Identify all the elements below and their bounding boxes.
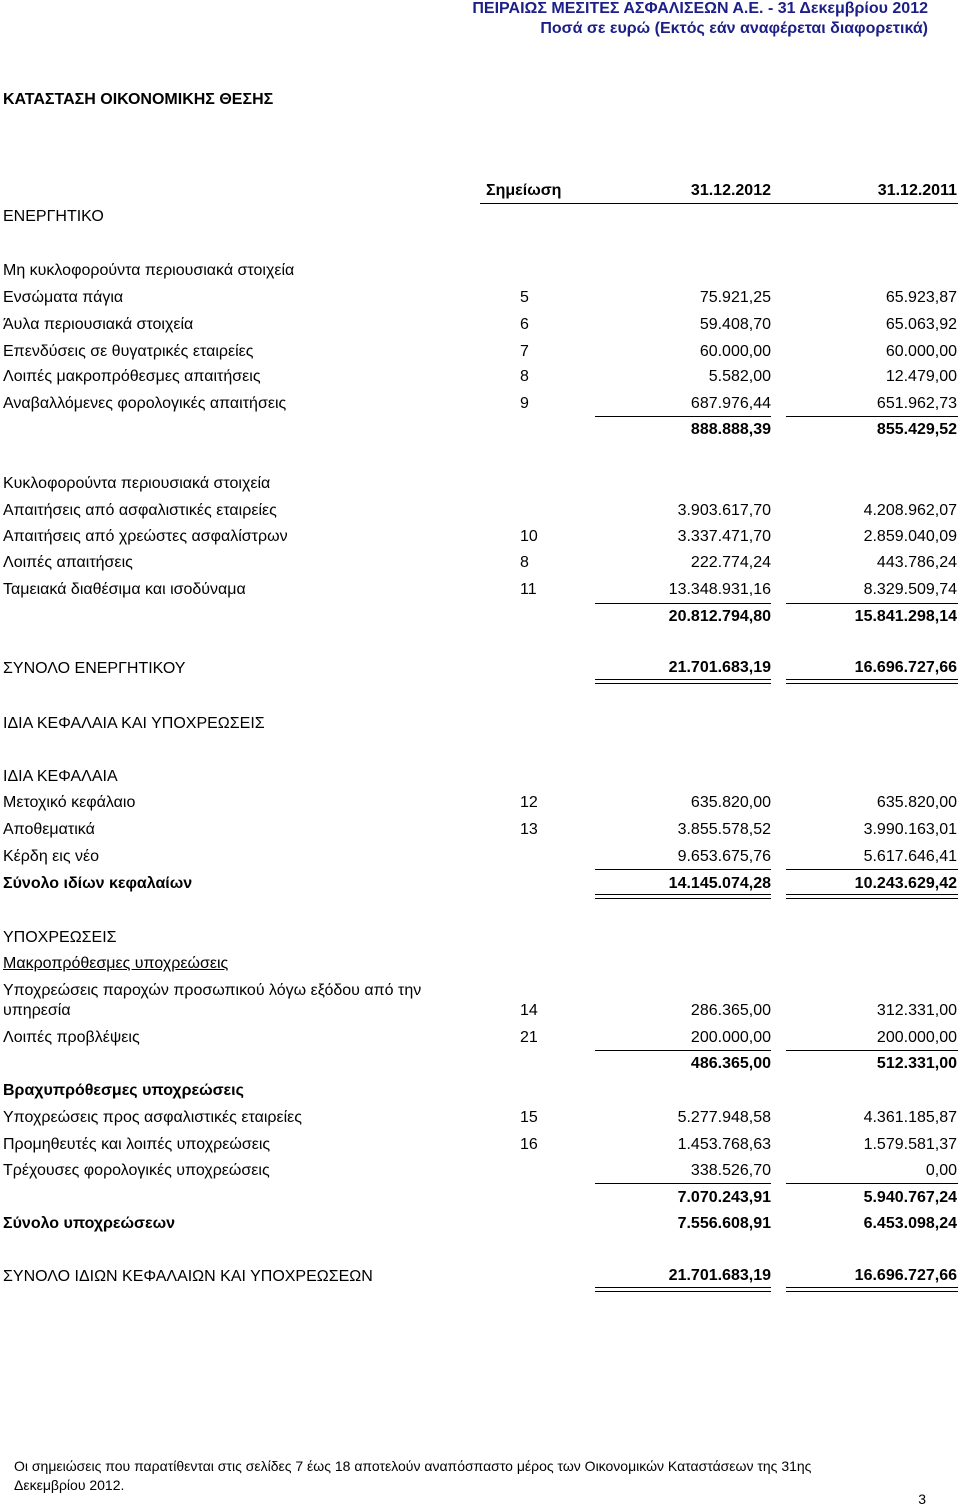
- row-value-2011: 635.820,00: [876, 794, 957, 811]
- total-double-rule: [595, 1287, 771, 1292]
- row-note: 9: [520, 395, 529, 412]
- row-label: Απαιτήσεις από ασφαλιστικές εταιρείες: [3, 502, 277, 519]
- row-value-2012: 5.582,00: [708, 368, 771, 385]
- row-value-2012: 3.855.578,52: [677, 821, 771, 838]
- total-assets-2012: 21.701.683,19: [668, 659, 771, 676]
- row-value-2011: 651.962,73: [876, 395, 957, 412]
- row-note: 11: [520, 581, 537, 598]
- row-value-2012: 9.653.675,76: [677, 848, 771, 865]
- row-note: 21: [520, 1029, 538, 1046]
- row-value-2011: 65.923,87: [885, 289, 957, 306]
- subtotal-rule: [595, 1050, 771, 1051]
- row-note: 14: [520, 1002, 538, 1019]
- row-label: Λοιπές μακροπρόθεσμες απαιτήσεις: [3, 368, 261, 385]
- row-value-2012: 3.903.617,70: [677, 502, 771, 519]
- current-subtotal-2012: 20.812.794,80: [668, 608, 771, 625]
- row-value-2011: 200.000,00: [876, 1029, 957, 1046]
- total-double-rule: [786, 1287, 958, 1292]
- noncurrent-subtotal-2011: 855.429,52: [876, 421, 957, 438]
- row-label: Επενδύσεις σε θυγατρικές εταιρείες: [3, 343, 254, 360]
- row-value-2011: 1.579.581,37: [863, 1136, 957, 1153]
- row-value-2012: 635.820,00: [690, 794, 771, 811]
- row-note: 10: [520, 528, 538, 545]
- subtotal-rule: [595, 603, 771, 604]
- row-value-2012: 75.921,25: [699, 289, 771, 306]
- row-value-2012: 3.337.471,70: [677, 528, 771, 545]
- row-value-2012: 59.408,70: [699, 316, 771, 333]
- noncurrent-assets-heading: Μη κυκλοφορούντα περιουσιακά στοιχεία: [3, 262, 295, 279]
- longterm-liabilities-heading: Μακροπρόθεσμες υποχρεώσεις: [3, 955, 229, 972]
- column-header-note: Σημείωση: [486, 182, 562, 199]
- row-value-2012: 286.365,00: [690, 1002, 771, 1019]
- subtotal-rule: [595, 1183, 771, 1184]
- row-note: 13: [520, 821, 538, 838]
- row-label-line2: υπηρεσία: [3, 1002, 71, 1019]
- row-value-2012: 1.453.768,63: [677, 1136, 771, 1153]
- row-note: 8: [520, 554, 529, 571]
- row-value-2011: 0,00: [925, 1162, 957, 1179]
- total-double-rule: [786, 679, 958, 684]
- row-label: Τρέχουσες φορολογικές υποχρεώσεις: [3, 1162, 270, 1179]
- row-value-2011: 443.786,24: [876, 554, 957, 571]
- footer-note-line1: Οι σημειώσεις που παρατίθενται στις σελίδες 7 έως 18 αποτελούν αναπόσπαστο μέρος των Οικονομικών Καταστάσεων της 31ης: [14, 1458, 812, 1474]
- assets-heading: ΕΝΕΡΓΗΤΙΚΟ: [3, 208, 104, 225]
- row-note: 8: [520, 368, 529, 385]
- liabilities-total-label: Σύνολο υποχρεώσεων: [3, 1215, 175, 1232]
- subtotal-rule: [595, 869, 771, 870]
- total-assets-label: ΣΥΝΟΛΟ ΕΝΕΡΓΗΤΙΚΟΥ: [3, 660, 186, 677]
- row-label: Απαιτήσεις από χρεώστες ασφαλίστρων: [3, 528, 288, 545]
- longterm-subtotal-2012: 486.365,00: [690, 1055, 771, 1072]
- row-value-2011: 4.208.962,07: [863, 502, 957, 519]
- row-note: 6: [520, 316, 529, 333]
- row-label: Αναβαλλόμενες φορολογικές απαιτήσεις: [3, 395, 287, 412]
- column-header-2011: 31.12.2011: [877, 182, 957, 199]
- equity-total-2012: 14.145.074,28: [668, 875, 771, 892]
- noncurrent-subtotal-2012: 888.888,39: [690, 421, 771, 438]
- row-value-2011: 65.063,92: [885, 316, 957, 333]
- row-value-2011: 2.859.040,09: [863, 528, 957, 545]
- total-double-rule: [786, 894, 958, 899]
- subtotal-rule: [786, 603, 958, 604]
- report-header-amounts-note: Ποσά σε ευρώ (Εκτός εάν αναφέρεται διαφορετικά): [540, 20, 928, 37]
- row-value-2011: 4.361.185,87: [863, 1109, 957, 1126]
- page-number: 3: [918, 1491, 926, 1507]
- total-double-rule: [595, 679, 771, 684]
- column-header-rule: [480, 203, 958, 204]
- liabilities-total-2011: 6.453.098,24: [863, 1215, 957, 1232]
- subtotal-rule: [786, 1183, 958, 1184]
- row-value-2011: 312.331,00: [876, 1002, 957, 1019]
- page-title: ΚΑΤΑΣΤΑΣΗ ΟΙΚΟΝΟΜΙΚΗΣ ΘΕΣΗΣ: [3, 91, 274, 108]
- longterm-subtotal-2011: 512.331,00: [876, 1055, 957, 1072]
- current-assets-heading: Κυκλοφορούντα περιουσιακά στοιχεία: [3, 475, 271, 492]
- shortterm-liabilities-heading: Βραχυπρόθεσμες υποχρεώσεις: [3, 1082, 244, 1099]
- equity-heading: ΙΔΙΑ ΚΕΦΑΛΑΙΑ: [3, 768, 118, 785]
- row-label: Προμηθευτές και λοιπές υποχρεώσεις: [3, 1136, 271, 1153]
- grand-total-2011: 16.696.727,66: [854, 1267, 957, 1284]
- row-value-2011: 60.000,00: [885, 343, 957, 360]
- row-label: Υποχρεώσεις προς ασφαλιστικές εταιρείες: [3, 1109, 302, 1126]
- row-label: Μετοχικό κεφάλαιο: [3, 794, 136, 811]
- row-value-2012: 200.000,00: [690, 1029, 771, 1046]
- column-header-2012: 31.12.2012: [690, 182, 771, 199]
- equity-liabilities-heading: ΙΔΙΑ ΚΕΦΑΛΑΙΑ ΚΑΙ ΥΠΟΧΡΕΩΣΕΙΣ: [3, 715, 265, 732]
- shortterm-subtotal-2012: 7.070.243,91: [677, 1189, 771, 1206]
- liabilities-total-2012: 7.556.608,91: [677, 1215, 771, 1232]
- row-label: Λοιπές προβλέψεις: [3, 1029, 140, 1046]
- current-subtotal-2011: 15.841.298,14: [854, 608, 957, 625]
- subtotal-rule: [786, 416, 958, 417]
- row-value-2012: 13.348.931,16: [668, 581, 771, 598]
- row-value-2011: 8.329.509,74: [863, 581, 957, 598]
- subtotal-rule: [786, 869, 958, 870]
- footer-note-line2: Δεκεμβρίου 2012.: [14, 1477, 125, 1493]
- row-note: 16: [520, 1136, 538, 1153]
- row-note: 15: [520, 1109, 538, 1126]
- liabilities-heading: ΥΠΟΧΡΕΩΣΕΙΣ: [3, 929, 117, 946]
- row-note: 5: [520, 289, 529, 306]
- row-value-2011: 12.479,00: [885, 368, 957, 385]
- row-value-2012: 60.000,00: [699, 343, 771, 360]
- grand-total-2012: 21.701.683,19: [668, 1267, 771, 1284]
- subtotal-rule: [786, 1050, 958, 1051]
- row-label: Λοιπές απαιτήσεις: [3, 554, 133, 571]
- row-value-2012: 687.976,44: [690, 395, 771, 412]
- equity-total-label: Σύνολο ιδίων κεφαλαίων: [3, 875, 193, 892]
- row-label: Ταμειακά διαθέσιμα και ισοδύναμα: [3, 581, 246, 598]
- row-value-2012: 222.774,24: [690, 554, 771, 571]
- row-note: 12: [520, 794, 538, 811]
- report-header-company: ΠΕΙΡΑΙΩΣ ΜΕΣΙΤΕΣ ΑΣΦΑΛΙΣΕΩΝ Α.Ε. - 31 Δεκεμβρίου 2012: [472, 0, 928, 17]
- row-label: Άυλα περιουσιακά στοιχεία: [3, 316, 194, 333]
- shortterm-subtotal-2011: 5.940.767,24: [863, 1189, 957, 1206]
- row-label: Κέρδη εις νέο: [3, 848, 100, 865]
- grand-total-label: ΣΥΝΟΛΟ ΙΔΙΩΝ ΚΕΦΑΛΑΙΩΝ ΚΑΙ ΥΠΟΧΡΕΩΣΕΩΝ: [3, 1268, 373, 1285]
- row-value-2011: 3.990.163,01: [863, 821, 957, 838]
- row-note: 7: [520, 343, 529, 360]
- row-label: Αποθεματικά: [3, 821, 95, 838]
- total-double-rule: [595, 894, 771, 899]
- equity-total-2011: 10.243.629,42: [854, 875, 957, 892]
- row-label: Ενσώματα πάγια: [3, 289, 124, 306]
- total-assets-2011: 16.696.727,66: [854, 659, 957, 676]
- subtotal-rule: [595, 416, 771, 417]
- row-value-2011: 5.617.646,41: [863, 848, 957, 865]
- row-value-2012: 5.277.948,58: [677, 1109, 771, 1126]
- row-label-line1: Υποχρεώσεις παροχών προσωπικού λόγω εξόδου από την: [3, 982, 422, 999]
- row-value-2012: 338.526,70: [690, 1162, 771, 1179]
